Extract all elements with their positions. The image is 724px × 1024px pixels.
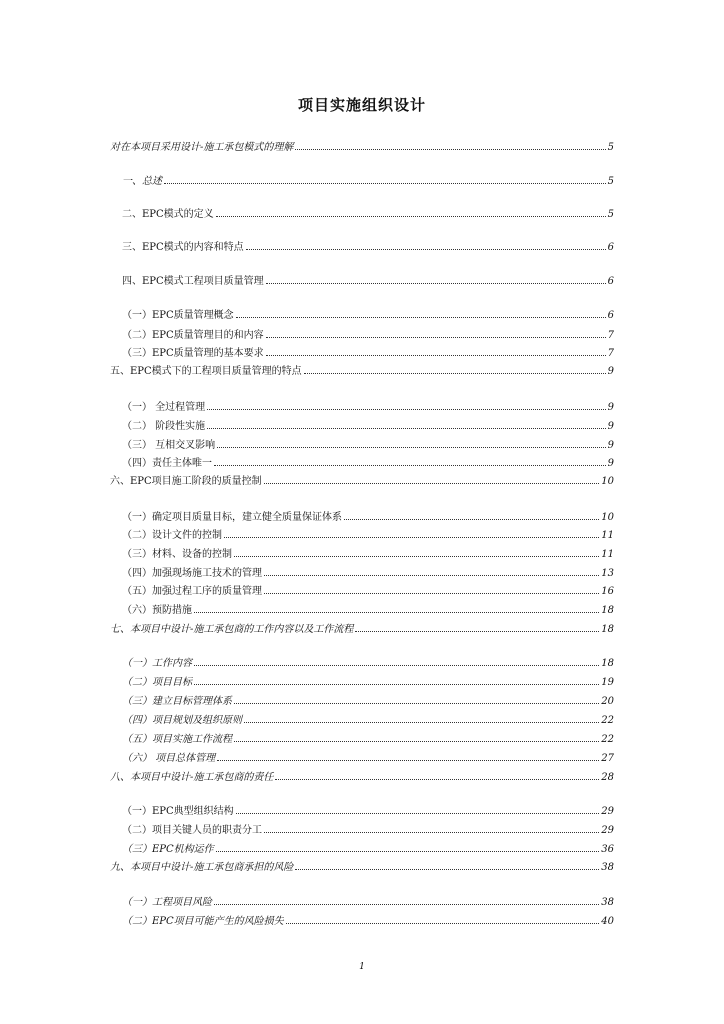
- toc-entry-page: 6: [607, 242, 614, 253]
- toc-dot-leader: [207, 398, 605, 410]
- toc-entry[interactable]: [122, 654, 614, 668]
- toc-entry-page: 5: [607, 209, 614, 220]
- toc-entry-page: 22: [601, 715, 614, 726]
- toc-entry[interactable]: [122, 711, 614, 725]
- toc-entry[interactable]: [110, 472, 614, 486]
- toc-entry-page: 9: [607, 366, 614, 377]
- toc-entry[interactable]: [122, 601, 614, 615]
- toc-dot-leader: [295, 858, 599, 870]
- toc-entry-title: （三）材料、设备的控制: [122, 549, 232, 560]
- toc-entry-title: （三）EPC质量管理的基本要求: [122, 348, 264, 359]
- toc-dot-leader: [355, 620, 599, 632]
- toc-entry-page: 6: [607, 276, 614, 287]
- toc-entry-title: 八、本项目中设计-施工承包商的责任: [110, 772, 274, 783]
- toc-dot-leader: [344, 508, 599, 520]
- toc-dot-leader: [304, 362, 606, 374]
- toc-dot-leader: [275, 768, 599, 780]
- toc-entry-page: 9: [607, 402, 614, 413]
- toc-entry-page: 9: [607, 421, 614, 432]
- toc-entry-title: （二）设计文件的控制: [122, 530, 222, 541]
- toc-dot-leader: [246, 238, 606, 250]
- toc-entry-page: 29: [601, 825, 614, 836]
- toc-dot-leader: [217, 436, 605, 448]
- toc-entry[interactable]: [122, 172, 614, 186]
- toc-entry-title: （二） 阶段性实施: [122, 421, 206, 432]
- toc-entry[interactable]: [110, 620, 614, 634]
- toc-entry-title: （三） 互相交叉影响: [122, 440, 216, 451]
- toc-entry[interactable]: [122, 344, 614, 358]
- toc-entry[interactable]: [122, 673, 614, 687]
- toc-dot-leader: [194, 654, 599, 666]
- toc-dot-leader: [264, 472, 600, 484]
- toc-entry[interactable]: [122, 545, 614, 559]
- toc-entry-title: （一）EPC质量管理概念: [122, 310, 234, 321]
- toc-entry-title: 二、EPC模式的定义: [122, 209, 214, 220]
- toc-entry-page: 18: [601, 658, 614, 669]
- toc-dot-leader: [266, 344, 606, 356]
- toc-entry[interactable]: [122, 840, 614, 854]
- toc-entry[interactable]: [122, 454, 614, 468]
- toc-entry-title: （四）项目规划及组织原则: [122, 715, 242, 726]
- toc-entry-title: （一）工作内容: [122, 658, 192, 669]
- toc-dot-leader: [216, 840, 600, 852]
- toc-dot-leader: [164, 172, 606, 184]
- toc-entry-title: （一）确定项目质量目标，建立健全质量保证体系: [122, 512, 342, 523]
- toc-entry-page: 5: [607, 176, 614, 187]
- toc-entry-title: （三）EPC机构运作: [122, 844, 214, 855]
- toc-entry-page: 10: [601, 476, 614, 487]
- toc-entry[interactable]: [122, 436, 614, 450]
- toc-dot-leader: [214, 893, 599, 905]
- toc-entry[interactable]: [122, 893, 614, 907]
- toc-entry-page: 18: [601, 624, 614, 635]
- toc-entry-title: （五）项目实施工作流程: [122, 734, 232, 745]
- toc-entry[interactable]: [110, 858, 614, 872]
- toc-entry-page: 27: [601, 753, 614, 764]
- toc-entry[interactable]: [122, 821, 614, 835]
- toc-entry-page: 6: [607, 310, 614, 321]
- toc-entry-page: 7: [607, 330, 614, 341]
- toc-entry[interactable]: [122, 749, 614, 763]
- toc-dot-leader: [264, 821, 599, 833]
- toc-entry-title: （三）建立目标管理体系: [122, 696, 232, 707]
- toc-entry[interactable]: [122, 912, 614, 926]
- toc-dot-leader: [214, 454, 606, 466]
- toc-entry-page: 11: [601, 549, 614, 560]
- toc-entry-page: 10: [601, 512, 614, 523]
- toc-entry-title: （六） 项目总体管理: [122, 753, 216, 764]
- toc-entry[interactable]: [122, 526, 614, 540]
- toc-entry-page: 38: [601, 862, 614, 873]
- toc-entry-page: 36: [601, 844, 614, 855]
- toc-entry[interactable]: [122, 692, 614, 706]
- toc-entry-page: 22: [601, 734, 614, 745]
- toc-entry-title: （六）预防措施: [122, 605, 192, 616]
- toc-dot-leader: [266, 272, 606, 284]
- toc-entry[interactable]: [110, 138, 614, 152]
- toc-entry-page: 5: [607, 142, 614, 153]
- toc-entry-page: 18: [601, 605, 614, 616]
- toc-entry-title: （二）EPC质量管理目的和内容: [122, 330, 264, 341]
- toc-dot-leader: [295, 138, 605, 150]
- toc-entry-title: 一、总述: [122, 176, 162, 187]
- toc-entry-page: 16: [601, 586, 614, 597]
- toc-entry-page: 7: [607, 348, 614, 359]
- document-title: 项目实施组织设计: [297, 96, 426, 114]
- toc-entry[interactable]: [122, 398, 614, 412]
- toc-entry[interactable]: [122, 802, 614, 816]
- toc-entry-page: 19: [601, 677, 614, 688]
- toc-entry-page: 40: [601, 916, 614, 927]
- toc-dot-leader: [194, 673, 599, 685]
- toc-entry[interactable]: [122, 508, 614, 522]
- toc-dot-leader: [236, 306, 606, 318]
- toc-dot-leader: [266, 326, 606, 338]
- toc-entry[interactable]: [122, 306, 614, 320]
- toc-dot-leader: [234, 692, 599, 704]
- toc-entry[interactable]: [110, 768, 614, 782]
- toc-dot-leader: [217, 749, 599, 761]
- toc-entry-title: （一）工程项目风险: [122, 897, 212, 908]
- toc-entry[interactable]: [122, 205, 614, 219]
- toc-entry-title: （二）项目关键人员的职责分工: [122, 825, 262, 836]
- toc-entry-title: （五）加强过程工序的质量管理: [122, 586, 262, 597]
- toc-dot-leader: [264, 564, 599, 576]
- toc-entry[interactable]: [122, 272, 614, 286]
- toc-entry-page: 9: [607, 458, 614, 469]
- toc-entry-title: （四）加强现场施工技术的管理: [122, 568, 262, 579]
- toc-entry-page: 9: [607, 440, 614, 451]
- toc-entry-title: 六、EPC项目施工阶段的质量控制: [110, 476, 262, 487]
- toc-dot-leader: [236, 802, 600, 814]
- toc-entry[interactable]: [122, 326, 614, 340]
- toc-dot-leader: [207, 417, 605, 429]
- toc-entry[interactable]: [122, 730, 614, 744]
- toc-entry-page: 28: [601, 772, 614, 783]
- toc-entry-title: 对在本项目采用设计-施工承包模式的理解: [110, 142, 294, 153]
- toc-entry-page: 29: [601, 806, 614, 817]
- page-number: 1: [359, 962, 365, 972]
- toc-entry-title: （一） 全过程管理: [122, 402, 206, 413]
- toc-entry-title: 七、本项目中设计-施工承包商的工作内容以及工作流程: [110, 624, 354, 635]
- toc-dot-leader: [264, 582, 599, 594]
- toc-entry-title: 四、EPC模式工程项目质量管理: [122, 276, 264, 287]
- toc-entry[interactable]: [122, 238, 614, 252]
- toc-dot-leader: [244, 711, 599, 723]
- toc-dot-leader: [224, 526, 599, 538]
- toc-dot-leader: [194, 601, 599, 613]
- toc-entry-title: （二）EPC项目可能产生的风险损失: [122, 916, 284, 927]
- toc-entry-title: 三、EPC模式的内容和特点: [122, 242, 244, 253]
- toc-dot-leader: [286, 912, 600, 924]
- toc-entry-page: 20: [601, 696, 614, 707]
- toc-entry-title: （一）EPC典型组织结构: [122, 806, 234, 817]
- toc-entry[interactable]: [122, 417, 614, 431]
- toc-entry[interactable]: [122, 582, 614, 596]
- toc-dot-leader: [234, 730, 599, 742]
- toc-entry-page: 38: [601, 897, 614, 908]
- toc-entry-page: 11: [601, 530, 614, 541]
- toc-dot-leader: [216, 205, 606, 217]
- toc-entry-title: 九、本项目中设计-施工承包商承担的风险: [110, 862, 294, 873]
- toc-entry-title: （二）项目目标: [122, 677, 192, 688]
- toc-entry[interactable]: [110, 362, 614, 376]
- toc-entry-title: （四）责任主体唯一: [122, 458, 212, 469]
- toc-entry[interactable]: [122, 564, 614, 578]
- toc-entry-page: 13: [601, 568, 614, 579]
- toc-dot-leader: [234, 545, 599, 557]
- toc-entry-title: 五、EPC模式下的工程项目质量管理的特点: [110, 366, 302, 377]
